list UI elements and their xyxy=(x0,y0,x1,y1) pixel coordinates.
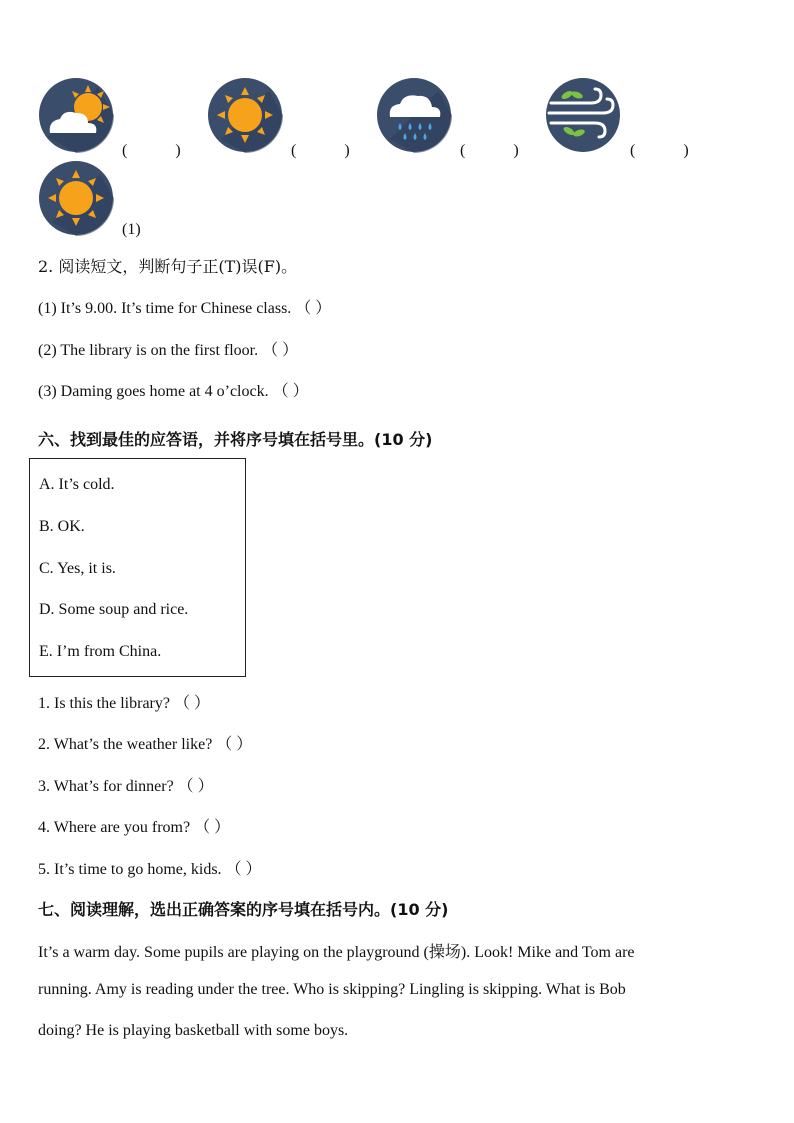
tf-item-1[interactable]: (1) It’s 9.00. It’s time for Chinese class. （ ） xyxy=(38,300,332,317)
tf-item-2[interactable]: (2) The library is on the first floor. （ ） xyxy=(38,342,299,359)
option-d: D. Some soup and rice. xyxy=(39,601,189,618)
section-6-title: 六、找到最佳的应答语，并将序号填在括号里。(10 分) xyxy=(38,430,433,449)
sunny-icon xyxy=(38,160,114,236)
question-4[interactable]: 4. Where are you from? （ ） xyxy=(38,819,231,836)
answer-blank[interactable]: ( ) xyxy=(291,142,350,159)
answer-blank[interactable]: ( ) xyxy=(460,142,519,159)
question-5[interactable]: 5. It’s time to go home, kids. （ ） xyxy=(38,861,262,878)
tf-item-3[interactable]: (3) Daming goes home at 4 o’clock. （ ） xyxy=(38,383,309,400)
cloudy-sun-icon xyxy=(38,77,114,153)
windy-icon xyxy=(545,77,621,153)
answer-blank[interactable]: ( ) xyxy=(630,142,689,159)
option-e: E. I’m from China. xyxy=(39,643,162,660)
passage-line-3: doing? He is playing basketball with some boys. xyxy=(38,1022,349,1039)
section-2-title: 2. 阅读短文，判断句子正(T)误(F)。 xyxy=(38,257,298,276)
example-label: (1) xyxy=(122,221,141,238)
option-c: C. Yes, it is. xyxy=(39,560,116,577)
passage-line-1: It’s a warm day. Some pupils are playing on the playground (操场). Look! Mike and Tom are xyxy=(38,944,635,961)
option-b: B. OK. xyxy=(39,518,85,535)
answer-blank[interactable]: ( ) xyxy=(122,142,181,159)
section-7-title: 七、阅读理解，选出正确答案的序号填在括号内。(10 分) xyxy=(38,900,449,919)
passage-line-2: running. Amy is reading under the tree. Who is skipping? Lingling is skipping. What is Bob xyxy=(38,981,626,998)
question-1[interactable]: 1. Is this the library? （ ） xyxy=(38,695,210,712)
rainy-icon xyxy=(376,77,452,153)
option-a: A. It’s cold. xyxy=(39,476,115,493)
options-box xyxy=(29,458,246,677)
question-3[interactable]: 3. What’s for dinner? （ ） xyxy=(38,778,214,795)
sunny-icon xyxy=(207,77,283,153)
question-2[interactable]: 2. What’s the weather like? （ ） xyxy=(38,736,253,753)
